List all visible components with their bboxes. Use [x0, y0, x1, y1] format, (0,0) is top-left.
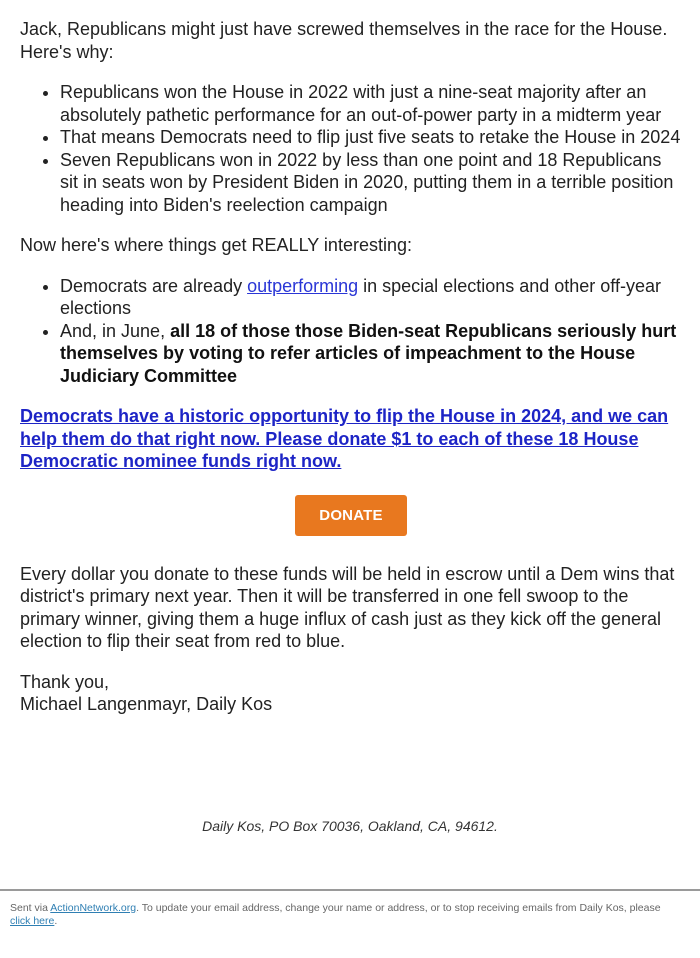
interesting-list	[20, 275, 682, 388]
impeachment-item	[60, 320, 682, 388]
footer-divider	[0, 889, 700, 891]
signoff-thanks: Thank you,	[20, 671, 110, 692]
mailing-address: Daily Kos, PO Box 70036, Oakland, CA, 94612.	[202, 818, 498, 834]
donate-button-wrap	[20, 495, 682, 536]
outperforming-item	[60, 275, 682, 320]
escrow-paragraph: Every dollar you donate to these funds will be held in escrow until a Dem wins that district's primary next year. Then it will be transferred in one fell swoop to the primary winner, giving them a huge influx of cash just as they kick off the general election to flip their seat from red to blue.	[20, 563, 675, 651]
outperforming-item-before: Democrats are already	[60, 275, 248, 296]
email-footer	[10, 902, 670, 928]
action-network-link[interactable]: ActionNetwork.org	[50, 902, 137, 914]
reason-item-biden-seats: • Seven Republicans won in 2022 by less than one point and 18 Republicans sit in seats won by President Biden in 2020, putting them in a terrible position heading into Biden's reelection campaign	[60, 149, 682, 217]
footer-end: .	[54, 915, 58, 927]
email-body	[20, 18, 682, 716]
outperforming-link[interactable]: outperforming	[247, 275, 359, 296]
reason-item-majority: • Republicans won the House in 2022 with just a nine-seat majority after an absolutely pathetic performance for an out-of-power party in a midterm year	[60, 81, 682, 126]
reasons-list	[20, 81, 682, 216]
donate-cta-link[interactable]: Democrats have a historic opportunity to flip the House in 2024, and we can help them do that right now. Please donate $1 to each of these 18 House Democratic nominee funds right now.	[20, 406, 669, 471]
donate-button[interactable]: DONATE	[295, 495, 407, 536]
impeachment-item-bold: all 18 of those those Biden-seat Republicans seriously hurt themselves by voting to refer articles of impeachment to the House Judiciary Committee	[60, 320, 677, 386]
impeachment-item-before: And, in June,	[60, 320, 171, 341]
unsubscribe-click-here-link[interactable]: click here	[10, 915, 55, 927]
greeting-paragraph: Jack, Republicans might just have screwed themselves in the race for the House. Here's why:	[20, 19, 668, 62]
reason-item-five-seats: • That means Democrats need to flip just five seats to retake the House in 2024	[60, 126, 682, 149]
footer-sent-via: Sent via	[10, 902, 51, 914]
interesting-paragraph: Now here's where things get REALLY interesting:	[20, 235, 412, 255]
outperforming-item-after: in special elections and other off-year elections	[60, 275, 661, 318]
footer-middle-text: . To update your email address, change your name or address, or to stop receiving emails from Daily Kos, please	[136, 902, 661, 914]
signoff-name: Michael Langenmayr, Daily Kos	[20, 694, 273, 714]
